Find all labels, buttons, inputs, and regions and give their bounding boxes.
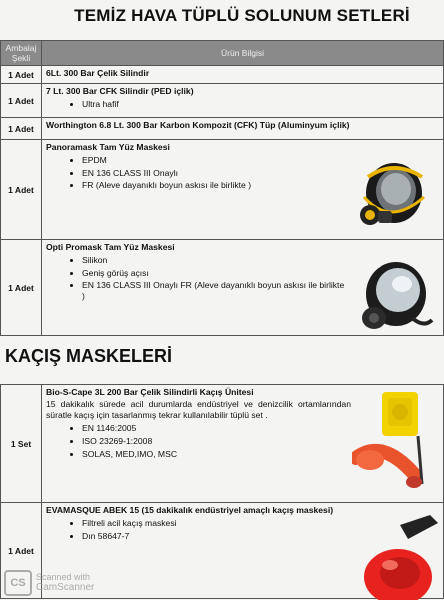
feature-item: • EN 136 CLASS III Onaylı FR (Aleve dayanıklı boyun askısı ile birlikte ) (82, 280, 346, 301)
scanner-watermark (4, 570, 94, 596)
row-qty: 1 Adet (1, 140, 42, 240)
row-qty: 1 Adet (1, 240, 42, 336)
evamasque-mask-icon (360, 515, 444, 600)
product-name: Panoramask Tam Yüz Maskesi (46, 142, 170, 152)
watermark-line1: Scanned with (36, 572, 91, 583)
watermark-line2: CamScanner (36, 582, 95, 594)
feature-item: • Silikon (82, 255, 346, 266)
feature-item: • EPDM (82, 155, 336, 166)
bio-s-cape-unit-icon (352, 388, 436, 498)
feature-item: • Geniş görüş açısı (82, 268, 346, 279)
feature-item: • FR (Aleve dayanıklı boyun askısı ile birlikte ) (82, 180, 336, 191)
feature-item: • Filtreli acil kaçış maskesi (82, 518, 351, 529)
watermark-text (36, 572, 94, 594)
panoramask-mask-icon (350, 157, 430, 235)
table-row (1, 66, 444, 84)
product-name: Bio-S-Cape 3L 200 Bar Çelik Silindirli Kaçış Ünitesi (46, 387, 254, 397)
row-info (42, 66, 444, 84)
product-name: 6Lt. 300 Bar Çelik Silindir (46, 68, 150, 78)
opti-promask-mask-icon (352, 256, 436, 336)
camscanner-logo: CS (4, 570, 32, 596)
feature-item: • EN 136 CLASS III Onaylı (82, 168, 336, 179)
row-info (42, 84, 444, 118)
product-description: 15 dakikalık sürede acil durumlarda endüstriyel ve denizcilik ortamlarından süratle kaçış için tasarlanmış tekrar kullanılabilir tüplü set . (46, 399, 351, 420)
row-info (42, 118, 444, 140)
feature-item: • Ultra hafif (82, 99, 439, 110)
row-qty: 1 Set (1, 385, 42, 503)
page-title: TEMİZ HAVA TÜPLÜ SOLUNUM SETLERİ (74, 6, 410, 25)
row-qty: 1 Adet (1, 84, 42, 118)
row-qty: 1 Adet (1, 118, 42, 140)
header-packaging: Ambalaj Şekli (1, 41, 42, 66)
row-qty: 1 Adet (1, 66, 42, 84)
table-row (1, 84, 444, 118)
feature-item: • ISO 23269-1:2008 (82, 436, 351, 447)
section-title: KAÇIŞ MASKELERİ (5, 346, 173, 366)
header-product-info: Ürün Bilgisi (42, 41, 444, 66)
feature-item: • EN 1146:2005 (82, 423, 351, 434)
product-name: EVAMASQUE ABEK 15 (15 dakikalık endüstriyel amaçlı kaçış maskesi) (46, 505, 334, 515)
feature-item: • Dın 58647-7 (82, 531, 351, 542)
product-name: Opti Promask Tam Yüz Maskesi (46, 242, 175, 252)
row-qty: 1 Adet (1, 503, 42, 599)
feature-item: • SOLAS, MED,IMO, MSC (82, 449, 351, 460)
table-header (1, 41, 444, 66)
product-name: 7 Lt. 300 Bar CFK Silindir (PED içlik) (46, 86, 194, 96)
product-name: Worthington 6.8 Lt. 300 Bar Karbon Kompozit (CFK) Tüp (Aluminyum içlik) (46, 120, 350, 130)
table-row (1, 118, 444, 140)
